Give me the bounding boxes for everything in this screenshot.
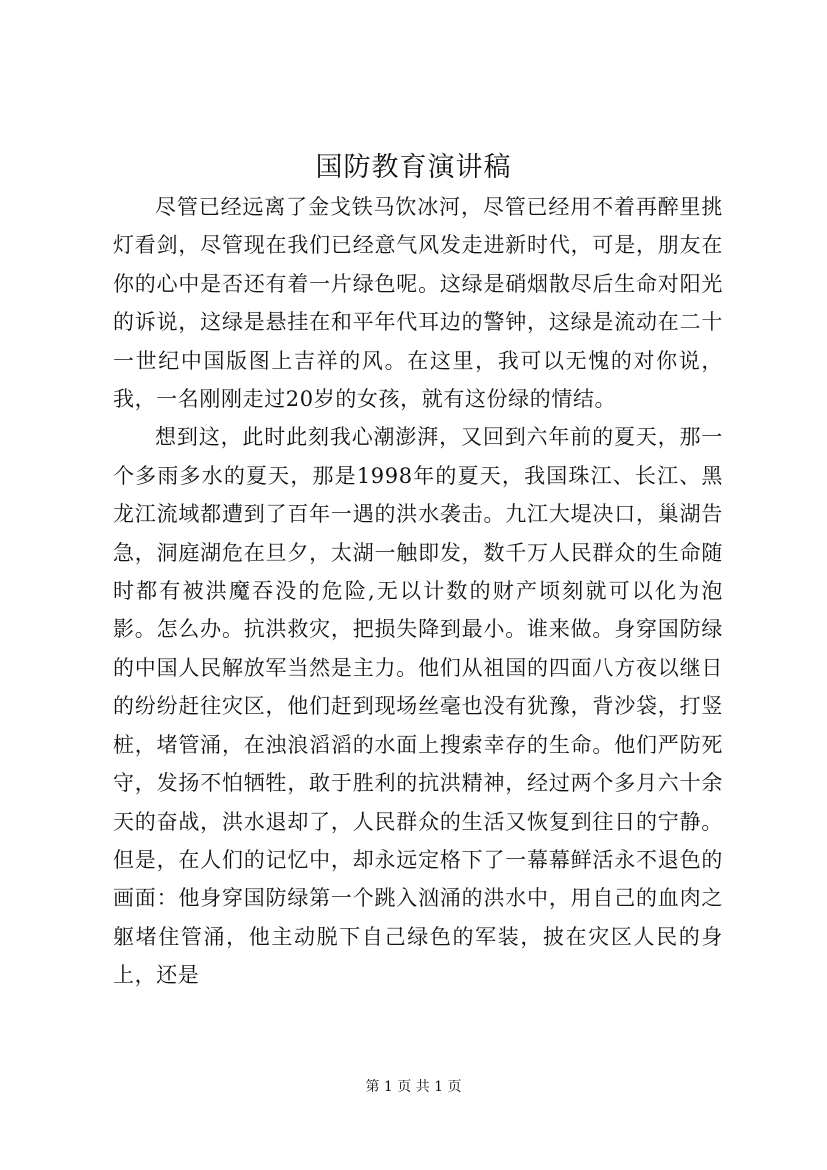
paragraph-2: 想到这，此时此刻我心潮澎湃，又回到六年前的夏天，那一个多雨多水的夏天，那是1998年的夏天，我国珠江、长江、黑龙江流域都遭到了百年一遇的洪水袭击。九江大堤决口，巢湖告急，洞庭湖危在旦夕，太湖一触即发，数千万人民群众的生命随时都有被洪魔吞没的危险,无以计数的财产顷刻就可以化为泡影。怎么办。抗洪救灾，把损失降到最小。谁来做。身穿国防绿的中国人民解放军当然是主力。他们从祖国的四面八方夜以继日的纷纷赶往灾区，他们赶到现场丝毫也没有犹豫，背沙袋，打竖桩，堵管涌，在浊浪滔滔的水面上搜索幸存的生命。他们严防死守，发扬不怕牺牲，敢于胜利的抗洪精神，经过两个多月六十余天的奋战，洪水退却了，人民群众的生活又恢复到往日的宁静。但是，在人们的记忆中，却永远定格下了一幕幕鲜活永不退色的画面：他身穿国防绿第一个跳入汹涌的洪水中，用自己的血肉之躯堵住管涌，他主动脱下自己绿色的军装，披在灾区人民的身上，还是: [113, 425, 723, 988]
page-footer: 第 1 页 共 1 页: [365, 1079, 462, 1095]
paragraph-1: 尽管已经远离了金戈铁马饮冰河，尽管已经用不着再醉里挑灯看剑，尽管现在我们已经意气风发走进新时代，可是，朋友在你的心中是否还有着一片绿色呢。这绿是硝烟散尽后生命对阳光的诉说，这绿是悬挂在和平年代耳边的警钟，这绿是流动在二十一世纪中国版图上吉祥的风。在这里，我可以无愧的对你说，我，一名刚刚走过20岁的女孩，就有这份绿的情结。: [113, 195, 723, 412]
document-title: 国防教育演讲稿: [315, 152, 512, 183]
document-body: [113, 188, 723, 995]
